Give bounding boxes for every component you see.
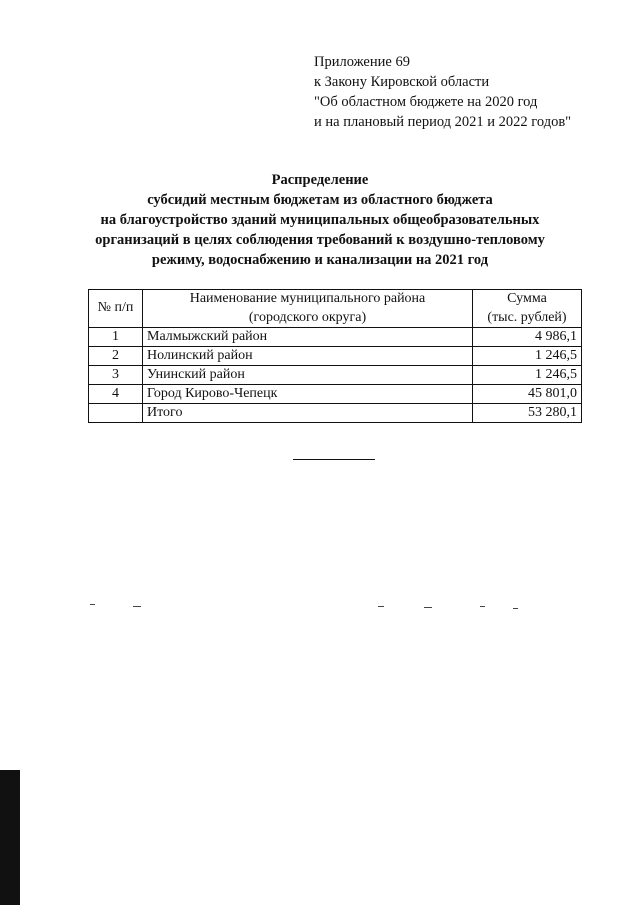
title-line: режиму, водоснабжению и канализации на 2021 год bbox=[151, 252, 489, 268]
scan-edge-artifact bbox=[0, 770, 20, 905]
table-row bbox=[89, 366, 582, 385]
row-num: 1 bbox=[89, 328, 143, 347]
scan-speck bbox=[424, 607, 432, 608]
row-sum: 1 246,5 bbox=[473, 366, 582, 385]
appendix-line: и на плановый период 2021 и 2022 годов" bbox=[314, 114, 572, 130]
title-line: на благоустройство зданий муниципальных общеобразовательных bbox=[100, 212, 540, 228]
row-sum: 45 801,0 bbox=[473, 385, 582, 404]
total-sum: 53 280,1 bbox=[473, 404, 582, 423]
row-sum: 1 246,5 bbox=[473, 347, 582, 366]
header-name bbox=[143, 290, 473, 328]
row-sum: 4 986,1 bbox=[473, 328, 582, 347]
table-header-row bbox=[89, 290, 582, 328]
document-title bbox=[0, 170, 640, 270]
appendix-header bbox=[314, 52, 571, 132]
total-label: Итого bbox=[143, 404, 473, 423]
scan-speck bbox=[480, 606, 485, 607]
row-num: 4 bbox=[89, 385, 143, 404]
total-num bbox=[89, 404, 143, 423]
table-total-row bbox=[89, 404, 582, 423]
table-row bbox=[89, 347, 582, 366]
row-name: Нолинский район bbox=[143, 347, 473, 366]
appendix-line: Приложение 69 bbox=[314, 54, 410, 70]
subsidy-table bbox=[88, 289, 582, 423]
appendix-line: к Закону Кировской области bbox=[314, 74, 490, 90]
title-line: организаций в целях соблюдения требований к воздушно-тепловому bbox=[95, 232, 545, 248]
header-num: № п/п bbox=[89, 290, 143, 328]
row-name: Унинский район bbox=[143, 366, 473, 385]
scan-speck bbox=[378, 606, 384, 607]
table-row bbox=[89, 328, 582, 347]
header-name-line1: Наименование муниципального района bbox=[189, 291, 426, 306]
table-row bbox=[89, 385, 582, 404]
header-sum-line2: (тыс. рублей) bbox=[487, 309, 567, 325]
appendix-line: "Об областном бюджете на 2020 год bbox=[314, 94, 538, 110]
row-name: Город Кирово-Чепецк bbox=[143, 385, 473, 404]
row-num: 2 bbox=[89, 347, 143, 366]
header-name-line2: (городского округа) bbox=[248, 309, 367, 325]
scan-speck bbox=[133, 606, 141, 607]
title-line: Распределение bbox=[271, 172, 369, 188]
row-name: Малмыжский район bbox=[143, 328, 473, 347]
header-sum-line1: Сумма bbox=[507, 291, 547, 306]
row-num: 3 bbox=[89, 366, 143, 385]
title-line: субсидий местным бюджетам из областного бюджета bbox=[147, 192, 493, 208]
end-divider bbox=[293, 459, 375, 460]
header-sum bbox=[473, 290, 582, 328]
scan-speck bbox=[90, 604, 95, 605]
scan-speck bbox=[513, 608, 518, 609]
